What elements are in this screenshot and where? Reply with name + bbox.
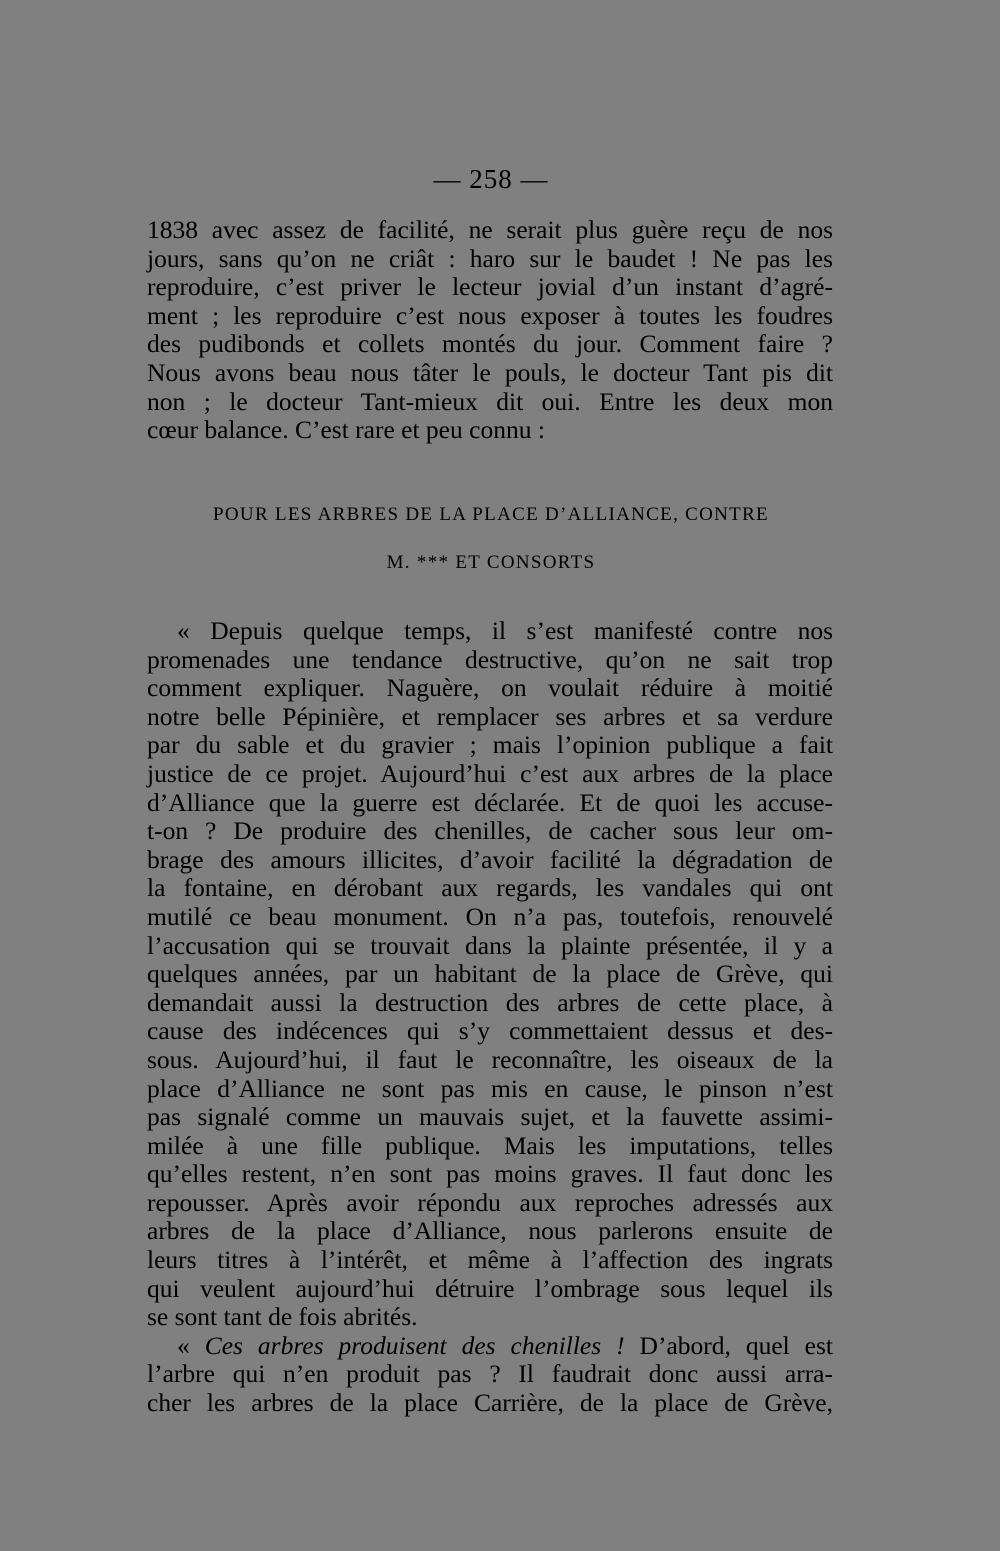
page-number: — 258 —: [433, 164, 549, 194]
intro-paragraph: [147, 216, 833, 445]
text-line: ment ; les reproduire c’est nous exposer à toutes les foudres: [147, 300, 833, 330]
text-line: sous. Aujourd’hui, il faut le reconnaître, les oiseaux de la: [147, 1044, 833, 1074]
text-line: t-on ? De produire des chenilles, de cacher sous leur om-: [147, 816, 833, 846]
text-line: l’arbre qui n’en produit pas ? Il faudrait donc aussi arra-: [147, 1359, 833, 1389]
text-line: cause des indécences qui s’y commettaient dessus et des-: [147, 1016, 833, 1046]
text-line-mixed: [147, 1332, 833, 1361]
body-text: [147, 617, 833, 1418]
text-line: des pudibonds et collets montés du jour. Comment faire ?: [147, 329, 833, 359]
text-line: Nous avons beau nous tâter le pouls, le docteur Tant pis dit: [147, 357, 833, 387]
text-line: mutilé ce beau monument. On n’a pas, toutefois, renouvelé: [147, 901, 833, 931]
text-line: se sont tant de fois abrités.: [147, 1302, 418, 1332]
text-line: cœur balance. C’est rare et peu connu :: [147, 415, 545, 445]
text-line: reproduire, c’est priver le lecteur jovial d’un instant d’agré-: [147, 272, 833, 302]
text-line: leurs titres à l’intérêt, et même à l’affection des ingrats: [147, 1245, 833, 1275]
text-line: la fontaine, en dérobant aux regards, les vandales qui ont: [147, 873, 833, 903]
text-line: demandait aussi la destruction des arbres de cette place, à: [147, 987, 833, 1017]
text-line: qu’elles restent, n’en sont pas moins graves. Il faut donc les: [147, 1159, 833, 1189]
text-line: qui veulent aujourd’hui détruire l’ombrage sous lequel ils: [147, 1273, 833, 1303]
text-line: par du sable et du gravier ; mais l’opinion publique a fait: [147, 730, 833, 760]
text-line: place d’Alliance ne sont pas mis en cause, le pinson n’est: [147, 1073, 833, 1103]
text-line: arbres de la place d’Alliance, nous parlerons ensuite de: [147, 1216, 833, 1246]
text-line: jours, sans qu’on ne criât : haro sur le baudet ! Ne pas les: [147, 243, 833, 273]
text-line: l’accusation qui se trouvait dans la plainte présentée, il y a: [147, 930, 833, 960]
text-line: pas signalé comme un mauvais sujet, et la fauvette assimi-: [147, 1102, 833, 1132]
text-line: notre belle Pépinière, et remplacer ses arbres et sa verdure: [147, 701, 833, 731]
text-line: d’Alliance que la guerre est déclarée. Et de quoi les accuse-: [147, 787, 833, 817]
text-fragment: D’abord, quel est: [624, 1330, 834, 1360]
text-line: promenades une tendance destructive, qu’on ne sait trop: [147, 644, 833, 674]
section-heading-line-1: POUR LES ARBRES DE LA PLACE D’ALLIANCE, CONTRE: [213, 504, 769, 525]
text-line: repousser. Après avoir répondu aux reproches adressés aux: [147, 1187, 833, 1217]
section-heading-line-2: M. *** ET CONSORTS: [386, 552, 596, 573]
text-line: milée à une fille publique. Mais les imputations, telles: [147, 1130, 833, 1160]
text-line: brage des amours illicites, d’avoir facilité la dégradation de: [147, 844, 833, 874]
text-line: cher les arbres de la place Carrière, de la place de Grève,: [147, 1388, 833, 1418]
text-line: justice de ce projet. Aujourd’hui c’est aux arbres de la place: [147, 758, 833, 788]
text-line: « Depuis quelque temps, il s’est manifesté contre nos: [177, 616, 833, 645]
text-line: 1838 avec assez de facilité, ne serait plus guère reçu de nos: [147, 215, 833, 244]
text-line: quelques années, par un habitant de la place de Grève, qui: [147, 959, 833, 989]
italic-phrase: Ces arbres produisent des chenilles !: [204, 1330, 625, 1360]
quote-mark: «: [177, 1330, 205, 1360]
text-line: comment expliquer. Naguère, on voulait réduire à moitié: [147, 673, 833, 703]
text-line: non ; le docteur Tant-mieux dit oui. Entre les deux mon: [147, 386, 833, 416]
